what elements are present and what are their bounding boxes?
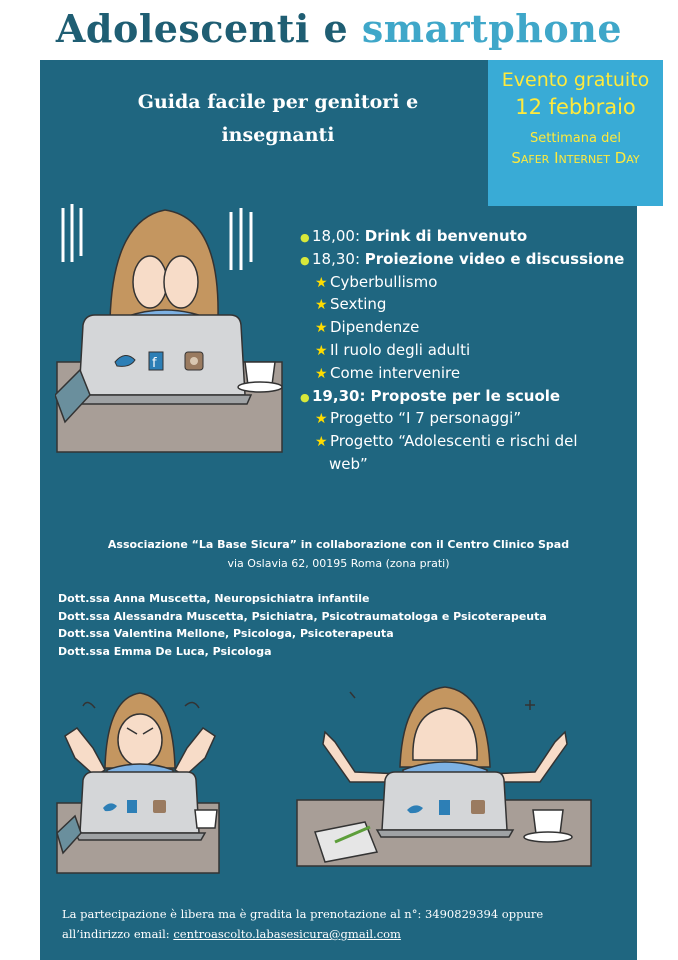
badge-safer-internet-day: Safer Internet Day (511, 149, 640, 167)
subtitle-line-1: Guida facile per genitori e (137, 91, 419, 113)
facebook-icon (127, 800, 137, 813)
program-item-1-time: 18,00: (312, 227, 360, 245)
illustration-relaxed (295, 682, 595, 872)
svg-text:f: f (152, 356, 157, 371)
title-part-2: smartphone (361, 6, 623, 51)
star-icon: ★ (315, 434, 328, 451)
facebook-icon (439, 800, 450, 815)
program-subitem (300, 430, 630, 453)
star-icon: ★ (315, 274, 328, 291)
badge-week: Settimana del (530, 131, 621, 146)
association: Associazione “La Base Sicura” in collaborazione con il Centro Clinico Spad (107, 538, 570, 551)
illustration-angry (55, 688, 225, 878)
bullet-dot-icon: ● (300, 390, 310, 404)
subitem-label: Cyberbullismo (330, 272, 438, 291)
program-item-3 (300, 385, 630, 408)
star-icon: ★ (315, 342, 328, 359)
subitem-label: Dipendenze (330, 318, 420, 337)
star-icon: ★ (315, 365, 328, 382)
page-title (0, 6, 678, 51)
program-item-3-label: 19,30: Proposte per le scuole (312, 386, 561, 405)
subitem-label: Il ruolo degli adulti (330, 340, 471, 359)
program (300, 225, 630, 476)
program-item-2-label: Proiezione video e discussione (364, 249, 625, 268)
title-part-1: Adolescenti e (55, 6, 349, 51)
program-subitem (300, 339, 630, 362)
subtitle (88, 86, 468, 152)
bullet-dot-icon: ● (300, 253, 310, 267)
program-subitem (300, 316, 630, 339)
footer (62, 904, 613, 944)
facebook-icon (149, 352, 163, 371)
subitem-label: Progetto “Adolescenti e rischi del (330, 432, 578, 451)
event-badge (488, 60, 663, 206)
staff-list (58, 590, 547, 660)
instagram-icon (471, 800, 485, 814)
email-link[interactable]: centroascolto.labasesicura@gmail.com (173, 927, 401, 941)
program-item-2 (300, 248, 630, 271)
staff-member: Dott.ssa Emma De Luca, Psicologa (58, 644, 272, 658)
instagram-icon (153, 800, 166, 813)
subitem-label: Sexting (330, 295, 387, 314)
footer-line-1: La partecipazione è libera ma è gradita la prenotazione al n°: 3490829394 oppure (62, 907, 544, 921)
star-icon: ★ (315, 411, 328, 428)
star-icon: ★ (315, 297, 328, 314)
instagram-icon (185, 352, 203, 370)
subtitle-line-2: insegnanti (221, 124, 335, 146)
program-subitem (300, 362, 630, 385)
program-subitem (300, 293, 630, 316)
star-icon: ★ (315, 320, 328, 337)
staff-member: Dott.ssa Valentina Mellone, Psicologa, Psicoterapeuta (58, 627, 394, 640)
staff-member: Dott.ssa Alessandra Muscetta, Psichiatra, Psicotraumatologa e Psicoterapeuta (58, 609, 547, 623)
subitem-label: Progetto “I 7 personaggi” (330, 409, 522, 428)
footer-line-2 (62, 924, 613, 944)
bullet-dot-icon: ● (300, 231, 310, 244)
badge-free-event: Evento gratuito (501, 69, 650, 91)
program-item-1-label: Drink di benvenuto (364, 227, 528, 245)
address: via Oslavia 62, 00195 Roma (zona prati) (227, 557, 450, 570)
staff-member: Dott.ssa Anna Muscetta, Neuropsichiatra infantile (58, 592, 370, 605)
program-item-2-time: 18,30: (312, 249, 360, 268)
program-subitem (300, 271, 630, 294)
subitem-label: Come intervenire (330, 363, 461, 382)
illustration-covering-face (55, 190, 295, 460)
program-subitem-continued: web” (329, 454, 368, 473)
footer-email-prefix: all’indirizzo email: (62, 927, 174, 941)
program-subitem (300, 407, 630, 430)
badge-date: 12 febbraio (515, 95, 636, 119)
program-item-1 (300, 225, 630, 248)
